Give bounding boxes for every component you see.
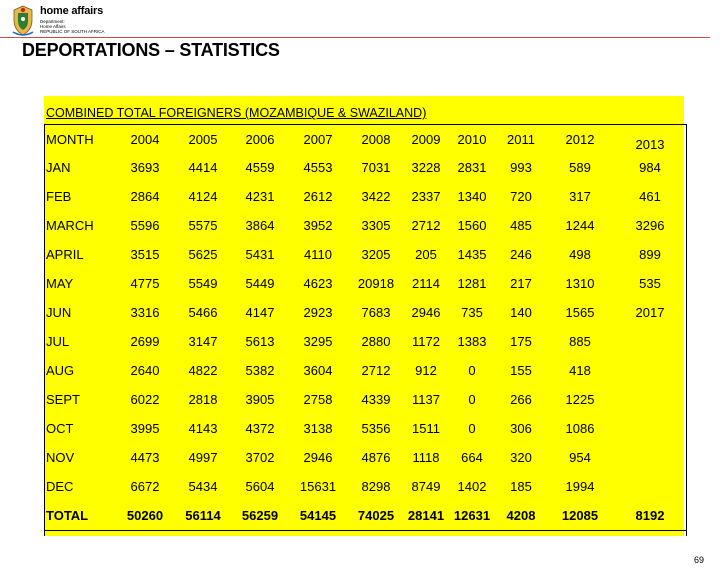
table-cell: 28141 [404,501,448,531]
table-row [44,385,686,414]
total-row [44,501,686,531]
table-cell: 5596 [130,218,160,233]
table-cell: 8298 [361,479,391,494]
table-cell: 4110 [304,247,332,262]
row-label: SEPT [46,392,80,407]
table-cell: 217 [510,276,532,291]
table-cell: 3995 [130,421,160,436]
table-cell [614,443,686,472]
table-cell: 461 [639,189,661,204]
table-row [44,443,686,472]
table-cell: 5449 [245,276,275,291]
row-label: APRIL [46,247,84,262]
table-cell: 4775 [130,276,160,291]
table-cell: 15631 [299,479,337,494]
column-header: 2010 [448,125,496,154]
table-cell: 3296 [635,218,665,233]
row-label: OCT [46,421,74,436]
table-cell: 4372 [245,421,275,436]
table-cell: 4208 [496,501,546,531]
table-cell: 155 [510,363,532,378]
row-label: MARCH [46,218,94,233]
table-cell: 2880 [361,334,391,349]
table-cell: 3138 [303,421,333,436]
table-cell: 1340 [457,189,487,204]
table-cell: 4623 [303,276,333,291]
table-cell: 984 [639,160,661,175]
table-cell: 20918 [357,276,395,291]
table-cell: 2712 [361,363,391,378]
table-cell: 5613 [245,334,275,349]
row-label: TOTAL [44,501,116,531]
table-cell: 1118 [412,450,440,465]
table-cell: 1383 [457,334,487,349]
department-line: Home Affairs [40,24,66,29]
table-cell: 56114 [174,501,232,531]
table-cell: 5466 [188,305,218,320]
table-cell: 5434 [188,479,218,494]
column-header: 2008 [348,125,404,154]
table-cell: 3228 [411,160,441,175]
table-cell: 589 [569,160,591,175]
table-cell: 535 [639,276,661,291]
row-label: NOV [46,450,75,465]
table-cell: 3295 [303,334,333,349]
table-cell: 3604 [303,363,333,378]
header-rule [0,37,710,38]
table-cell: 3205 [361,247,391,262]
table-cell: 4997 [188,450,218,465]
row-label: MAY [46,276,74,291]
table-cell [614,327,686,356]
table-cell: 1560 [457,218,487,233]
table-cell: 2337 [411,189,441,204]
table-cell: 4124 [188,189,218,204]
coat-of-arms-icon [10,4,36,38]
table-cell: 498 [569,247,591,262]
table-cell: 1994 [565,479,595,494]
table-cell: 4822 [188,363,218,378]
table-cell: 1086 [565,421,595,436]
table-cell: 3693 [130,160,160,175]
column-header: 2004 [116,125,174,154]
table-row [44,269,686,298]
column-header: 2009 [404,125,448,154]
table-cell: 2114 [412,276,440,291]
table-cell: 4559 [245,160,275,175]
table-cell: 2946 [303,450,333,465]
column-header: 2012 [546,125,614,154]
department-logo [10,4,140,40]
table-cell [614,356,686,385]
table-cell: 3422 [361,189,391,204]
table-cell: 1402 [457,479,487,494]
table-cell: 720 [510,189,532,204]
table-row [44,414,686,443]
table-cell: 1310 [565,276,595,291]
page-title: DEPORTATIONS – STATISTICS [22,40,280,60]
table-cell: 4231 [245,189,275,204]
column-header: 2005 [174,125,232,154]
table-cell: 2864 [130,189,160,204]
column-header: 2013 [614,125,686,154]
table-cell: 664 [461,450,483,465]
table-cell: 2017 [635,305,665,320]
table-cell: 4147 [245,305,275,320]
table-cell: 12631 [448,501,496,531]
row-label: JUL [46,334,70,349]
table-cell: 2612 [303,189,333,204]
table-cell: 2758 [303,392,333,407]
row-label: AUG [46,363,75,378]
table-row [44,298,686,327]
table-cell: 4876 [361,450,391,465]
table-cell: 1511 [412,421,440,436]
table-cell: 899 [639,247,661,262]
table-cell: 3864 [245,218,275,233]
table-cell: 0 [468,363,476,378]
table-cell: 2946 [411,305,441,320]
table-cell: 306 [510,421,532,436]
table-cell: 5382 [245,363,275,378]
table-cell: 418 [569,363,591,378]
table-cell: 175 [510,334,532,349]
table-cell: 56259 [232,501,288,531]
table-cell: 2699 [130,334,160,349]
department-line: REPUBLIC OF SOUTH AFRICA [40,29,105,34]
table-cell: 54145 [288,501,348,531]
table-cell: 5356 [361,421,391,436]
table-cell: 1225 [565,392,595,407]
table-cell: 2640 [130,363,160,378]
table-cell: 485 [510,218,532,233]
table-cell: 5575 [188,218,218,233]
table-cell: 0 [468,392,476,407]
table-row [44,153,686,182]
table-cell: 317 [569,189,591,204]
table-cell: 4414 [188,160,218,175]
column-header: MONTH [44,125,116,154]
table-cell: 3515 [130,247,160,262]
table-cell: 185 [510,479,532,494]
table-row [44,472,686,501]
table-cell: 205 [415,247,437,262]
table-cell [614,472,686,501]
table-cell: 246 [510,247,532,262]
table-cell: 954 [569,450,591,465]
table-row [44,240,686,269]
column-header: 2007 [288,125,348,154]
table-cell: 2818 [188,392,218,407]
table-border-left [44,124,45,536]
table-cell: 0 [468,421,476,436]
table-cell: 5431 [245,247,275,262]
brand-name: home affairs [40,5,104,17]
table-border-right [686,124,687,536]
table-cell: 3305 [361,218,391,233]
column-header: 2011 [496,125,546,154]
table-cell: 320 [510,450,532,465]
table-cell: 7031 [361,160,391,175]
department-line: Department: [40,19,65,24]
table-cell: 912 [415,363,437,378]
header-row [44,125,686,154]
table-cell: 8192 [614,501,686,531]
table-cell: 4473 [130,450,160,465]
table-cell: 3905 [245,392,275,407]
table-cell: 2831 [457,160,487,175]
row-label: JUN [46,305,72,320]
table-caption: COMBINED TOTAL FOREIGNERS (MOZAMBIQUE & SWAZILAND) [46,106,427,120]
table-row [44,327,686,356]
table-cell: 8749 [411,479,441,494]
table-cell: 266 [510,392,532,407]
table-cell: 4143 [188,421,218,436]
table-cell: 1137 [412,392,440,407]
column-header: 2006 [232,125,288,154]
table-cell: 12085 [546,501,614,531]
table-cell: 5549 [188,276,218,291]
table-cell: 735 [461,305,483,320]
table-cell: 50260 [116,501,174,531]
table-cell: 1435 [457,247,487,262]
statistics-table [44,124,686,531]
table-cell [614,385,686,414]
table-cell: 3316 [130,305,160,320]
row-label: FEB [46,189,72,204]
table-cell: 140 [510,305,532,320]
page-number: 69 [693,555,704,565]
table-cell: 3952 [303,218,333,233]
table-cell: 3147 [188,334,218,349]
table-cell: 5625 [188,247,218,262]
table-cell: 1244 [565,218,595,233]
table-cell: 2712 [411,218,441,233]
table-cell: 3702 [245,450,275,465]
table-cell: 1172 [412,334,440,349]
table-cell: 74025 [348,501,404,531]
table-row [44,211,686,240]
table-cell: 993 [510,160,532,175]
table-cell: 1565 [565,305,595,320]
table-cell: 4339 [361,392,391,407]
table-cell: 7683 [361,305,391,320]
row-label: DEC [46,479,74,494]
table-cell: 885 [569,334,591,349]
table-cell: 4553 [303,160,333,175]
table-cell: 6022 [130,392,160,407]
table-cell: 5604 [245,479,275,494]
table-cell: 1281 [457,276,487,291]
row-label: JAN [46,160,71,175]
table-row [44,356,686,385]
table-row [44,182,686,211]
table-cell: 2923 [303,305,333,320]
table-cell: 6672 [130,479,160,494]
table-cell [614,414,686,443]
